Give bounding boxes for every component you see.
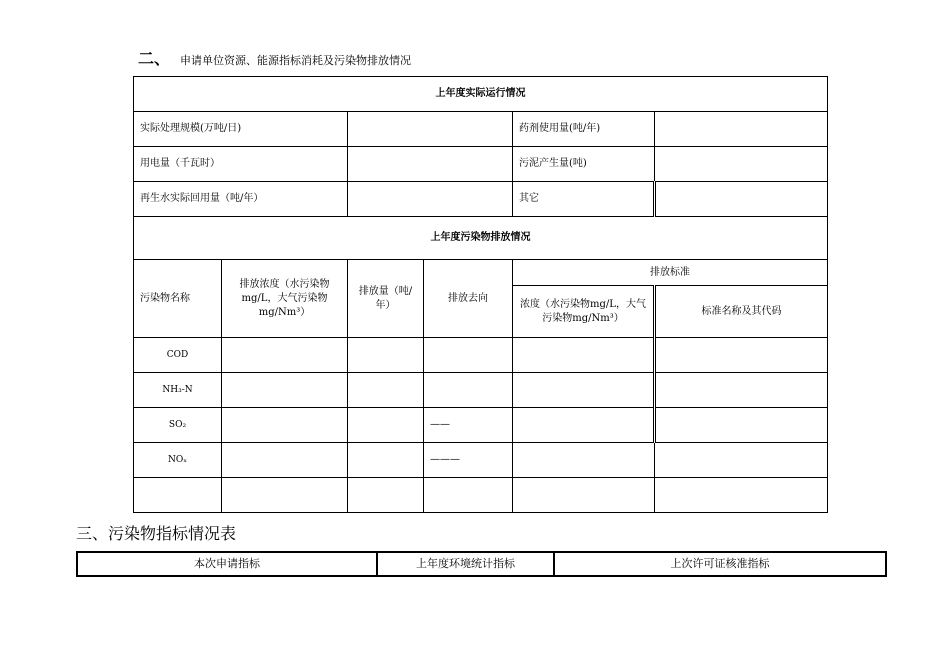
- table-row: [134, 147, 828, 182]
- col-emission-amount: 排放量（吨/年）: [348, 260, 424, 338]
- pollutant-name: NOₓ: [134, 443, 222, 478]
- pollutant-name: COD: [134, 338, 222, 373]
- concentration-cell[interactable]: [222, 443, 348, 478]
- std-concentration-cell[interactable]: [513, 338, 655, 373]
- col-emission-standard: 排放标准: [513, 260, 828, 286]
- operation-label: 其它: [513, 182, 655, 217]
- std-concentration-cell[interactable]: [513, 443, 655, 478]
- section-3-title: 三、污染物指标情况表: [76, 524, 237, 543]
- std-concentration-cell[interactable]: [513, 478, 655, 513]
- concentration-cell[interactable]: [222, 408, 348, 443]
- operation-value-cell[interactable]: [655, 182, 828, 217]
- destination-cell[interactable]: ———: [424, 443, 513, 478]
- std-name-cell[interactable]: [655, 338, 828, 373]
- amount-cell[interactable]: [348, 338, 424, 373]
- operation-value-cell[interactable]: [348, 147, 513, 182]
- col-pollutant-name: 污染物名称: [134, 260, 222, 338]
- operation-label: 用电量（千瓦时）: [134, 147, 348, 182]
- concentration-cell[interactable]: [222, 338, 348, 373]
- operation-label: 药剂使用量(吨/年): [513, 112, 655, 147]
- pollutant-name: NH₃-N: [134, 373, 222, 408]
- destination-cell[interactable]: [424, 338, 513, 373]
- emission-header: 上年度污染物排放情况: [134, 217, 828, 260]
- section-2-number: 二、: [138, 49, 171, 68]
- col-current-application-index: 本次申请指标: [77, 552, 377, 576]
- table-row: [134, 373, 828, 408]
- table-row: [134, 478, 828, 513]
- std-name-cell[interactable]: [655, 478, 828, 513]
- col-emission-destination: 排放去向: [424, 260, 513, 338]
- destination-cell[interactable]: [424, 373, 513, 408]
- col-standard-name: 标准名称及其代码: [655, 286, 828, 338]
- std-concentration-cell[interactable]: [513, 408, 655, 443]
- col-last-year-statistics-index: 上年度环境统计指标: [377, 552, 554, 576]
- table-row: [134, 443, 828, 478]
- col-emission-concentration: 排放浓度（水污染物mg/L，大气污染物mg/Nm³）: [222, 260, 348, 338]
- operation-value-cell[interactable]: [348, 182, 513, 217]
- std-name-cell[interactable]: [655, 408, 828, 443]
- operation-label: 污泥产生量(吨): [513, 147, 655, 182]
- operation-value-cell[interactable]: [655, 147, 828, 182]
- table-row: [134, 112, 828, 147]
- amount-cell[interactable]: [348, 408, 424, 443]
- section-2-title-text: 申请单位资源、能源指标消耗及污染物排放情况: [180, 54, 412, 67]
- operation-value-cell[interactable]: [348, 112, 513, 147]
- table-row: [134, 408, 828, 443]
- concentration-cell[interactable]: [222, 478, 348, 513]
- destination-cell[interactable]: ——: [424, 408, 513, 443]
- operation-label: 再生水实际回用量（吨/年）: [134, 182, 348, 217]
- operation-label: 实际处理规模(万吨/日): [134, 112, 348, 147]
- amount-cell[interactable]: [348, 478, 424, 513]
- concentration-cell[interactable]: [222, 373, 348, 408]
- section-2-title: [138, 50, 411, 70]
- col-last-permit-index: 上次许可证核准指标: [554, 552, 886, 576]
- std-name-cell[interactable]: [655, 443, 828, 478]
- destination-cell[interactable]: [424, 478, 513, 513]
- resource-emission-table: [133, 76, 828, 513]
- std-concentration-cell[interactable]: [513, 373, 655, 408]
- pollutant-name: SO₂: [134, 408, 222, 443]
- amount-cell[interactable]: [348, 373, 424, 408]
- col-standard-concentration: 浓度（水污染物mg/L，大气污染物mg/Nm³）: [513, 286, 655, 338]
- std-name-cell[interactable]: [655, 373, 828, 408]
- operation-header: 上年度实际运行情况: [134, 77, 828, 112]
- pollutant-name[interactable]: [134, 478, 222, 513]
- pollutant-index-table: [76, 551, 887, 577]
- operation-value-cell[interactable]: [655, 112, 828, 147]
- amount-cell[interactable]: [348, 443, 424, 478]
- table-row: [134, 182, 828, 217]
- table-row: [134, 338, 828, 373]
